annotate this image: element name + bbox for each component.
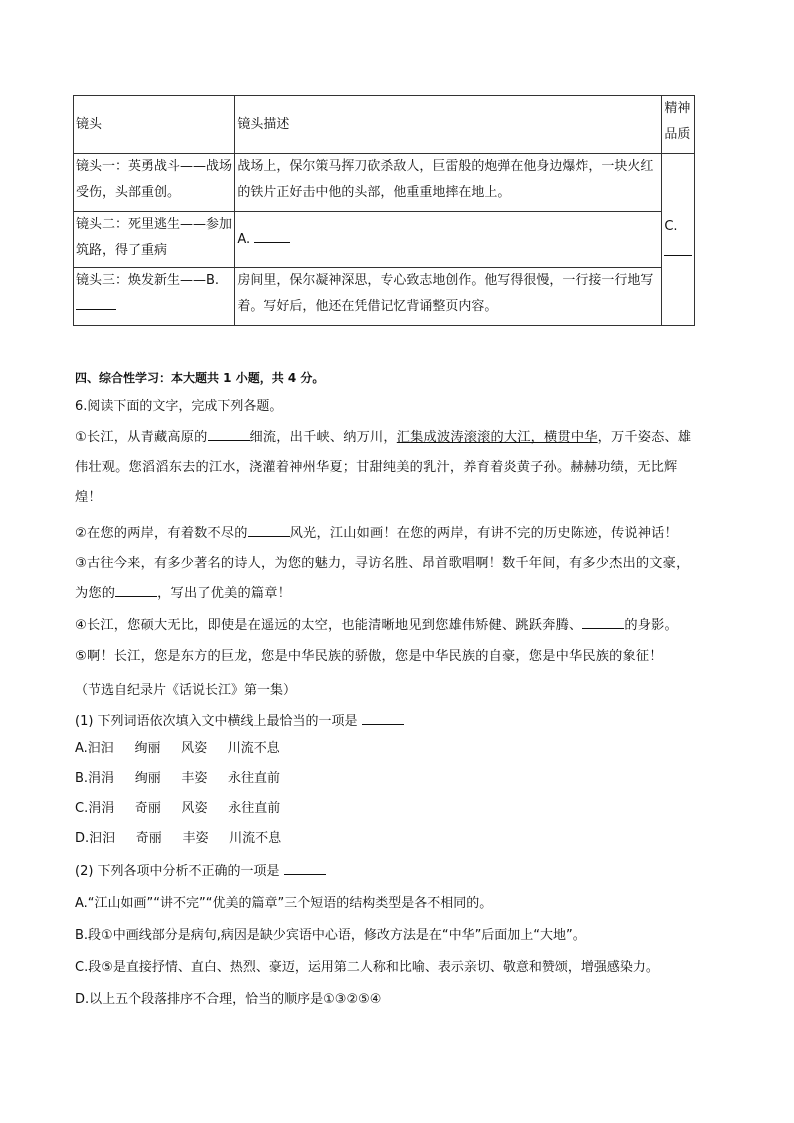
answer-blank-a[interactable] [254, 230, 290, 243]
blank-3[interactable] [115, 582, 157, 597]
paragraph-3: ③古往今来，有多少著名的诗人，为您的魅力，寻访名胜、昂首歌唱啊！数千年间，有多少杰出的文豪， 为您的 ，写出了优美的篇章！ [75, 556, 690, 601]
paragraph-4: ④长江，您硕大无比，即使是在遥远的太空，也能清晰地见到您雄伟矫健、跳跃奔腾、 的身影。 [75, 611, 723, 641]
paragraph-5: ⑤啊！长江，您是东方的巨龙，您是中华民族的骄傲，您是中华民族的自豪，您是中华民族的象征！ [75, 649, 663, 664]
q2-option-a[interactable]: A.“江山如画”“讲不完”“优美的篇章”三个短语的结构类型是各不相同的。 [75, 896, 493, 911]
answer-blank-q1[interactable] [362, 710, 404, 725]
header-quality: 精神品质 [662, 96, 695, 154]
paragraph-2: ②在您的两岸，有着数不尽的 风光，江山如画！在您的两岸，有讲不完的历史陈迹，传说神话！ [75, 519, 723, 549]
header-shot: 镜头 [74, 96, 235, 154]
desc-2: A. [235, 212, 662, 268]
question-6: 6.阅读下面的文字，完成下列各题。 [75, 399, 283, 414]
quality-cell: C. [662, 154, 695, 326]
lens-table [73, 95, 695, 326]
q1-option-b[interactable]: B.涓涓 绚丽 丰姿 永往直前 [75, 771, 281, 786]
header-desc: 镜头描述 [235, 96, 662, 154]
shot-3: 镜头三：焕发新生——B. [74, 268, 235, 326]
desc-1: 战场上，保尔策马挥刀砍杀敌人，巨雷般的炮弹在他身边爆炸，一块火红的铁片正好击中他的头部，他重重地摔在地上。 [235, 154, 662, 212]
underlined-phrase: 汇集成波涛滚滚的大江，横贯中华 [396, 430, 598, 445]
answer-blank-b[interactable] [76, 297, 116, 310]
desc-3: 房间里，保尔凝神深思，专心致志地创作。他写得很慢，一行接一行地写着。写好后，他还在凭借记忆背诵整页内容。 [235, 268, 662, 326]
q2-option-d[interactable]: D.以上五个段落排序不合理，恰当的顺序是①③②⑤④ [75, 992, 382, 1007]
subquestion-1: (1) 下列词语依次填入文中横线上最恰当的一项是 [75, 710, 720, 733]
answer-blank-c[interactable] [664, 243, 692, 256]
blank-2[interactable] [248, 522, 290, 537]
source-note: （节选自纪录片《话说长江》第一集） [75, 683, 297, 698]
subquestion-2: (2) 下列各项中分析不正确的一项是 [75, 860, 720, 883]
q1-option-a[interactable]: A.汩汩 绚丽 风姿 川流不息 [75, 741, 280, 756]
q1-option-d[interactable]: D.汩汩 奇丽 丰姿 川流不息 [75, 831, 282, 846]
answer-blank-q2[interactable] [284, 860, 326, 875]
q1-option-c[interactable]: C.涓涓 奇丽 风姿 永往直前 [75, 801, 281, 816]
paragraph-1: ①长江，从青藏高原的 细流，出千峡、纳万川，汇集成波涛滚滚的大江，横贯中华，万千姿态、雄 伟壮观。您滔滔东去的江水，浇灌着神州华夏；甘甜纯美的乳汁，养育着炎黄子孙。赫赫功绩，无比辉 煌！ [75, 423, 723, 513]
blank-1[interactable] [208, 426, 250, 441]
shot-2: 镜头二：死里逃生——参加筑路，得了重病 [74, 212, 235, 268]
q2-option-c[interactable]: C.段⑤是直接抒情、直白、热烈、豪迈，运用第二人称和比喻、表示亲切、敬意和赞颂，增强感染力。 [75, 960, 659, 975]
shot-1: 镜头一：英勇战斗——战场受伤，头部重创。 [74, 154, 235, 212]
section-title: 四、综合性学习：本大题共 1 小题，共 4 分。 [75, 371, 325, 385]
q2-option-b[interactable]: B.段①中画线部分是病句,病因是缺少宾语中心语，修改方法是在“中华”后面加上“大地”。 [75, 928, 586, 943]
blank-4[interactable] [582, 614, 624, 629]
